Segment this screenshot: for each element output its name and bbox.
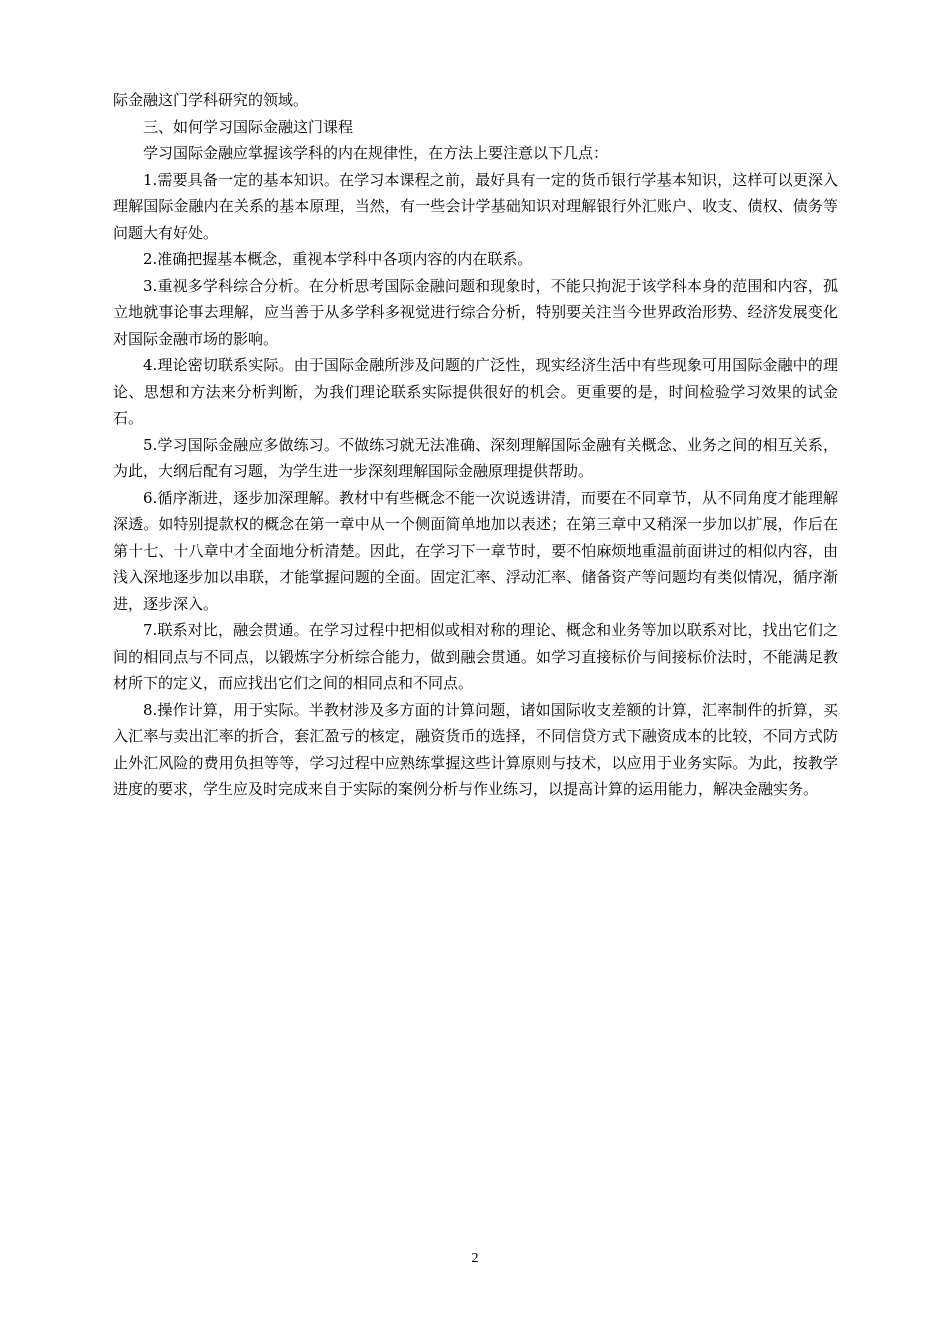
point-7-paragraph: 7.联系对比，融会贯通。在学习过程中把相似或相对称的理论、概念和业务等加以联系对比，找出它们之间的相同点与不同点，以锻炼字分析综合能力，做到融会贯通。如学习直接标价与间接标价法时，不能满足教材所下的定义，而应找出它们之间的相同点和不同点。	[113, 621, 838, 692]
section-heading: 三、如何学习国际金融这门课程	[143, 117, 354, 136]
point-8-paragraph: 8.操作计算，用于实际。半教材涉及多方面的计算问题，诸如国际收支差额的计算，汇率制件的折算，买入汇率与卖出汇率的折合，套汇盈亏的核定，融资货币的选择，不同信贷方式下融资成本的比较，不同方式防止外汇风险的费用负担等等，学习过程中应熟练掌握这些计算原则与技术，以应用于业务实际。为此，按教学进度的要求，学生应及时完成来自于实际的案例分析与作业练习，以提高计算的运用能力，解决金融实务。	[113, 700, 838, 798]
page-number: 2	[471, 1251, 479, 1266]
continuation-paragraph: 际金融这门学科研究的领域。	[113, 91, 309, 109]
point-6-paragraph: 6.循序渐进，逐步加深理解。教材中有些概念不能一次说透讲清，而要在不同章节，从不同角度才能理解深透。如特别提款权的概念在第一章中从一个侧面简单地加以表述；在第三章中又稍深一步加以扩展，作后在第十七、十八章中才全面地分析清楚。因此，在学习下一章节时，要不怕麻烦地重温前面讲过的相似内容，由浅入深地逐步加以串联，才能掌握问题的全面。固定汇率、浮动汇率、储备资产等问题均有类似情况，循序渐进，逐步深入。	[113, 488, 838, 613]
point-2-paragraph: 2.准确把握基本概念，重视本学科中各项内容的内在联系。	[143, 250, 533, 268]
point-5-paragraph: 5.学习国际金融应多做练习。不做练习就无法准确、深刻理解国际金融有关概念、业务之间的相互关系，为此，大纲后配有习题，为学生进一步深刻理解国际金融原理提供帮助。	[113, 435, 838, 480]
document-body	[113, 87, 838, 803]
point-4-paragraph: 4.理论密切联系实际。由于国际金融所涉及问题的广泛性，现实经济生活中有些现象可用国际金融中的理论、思想和方法来分析判断，为我们理论联系实际提供很好的机会。更重要的是，时间检验学习效果的试金石。	[113, 356, 838, 427]
point-1-paragraph: 1.需要具备一定的基本知识。在学习本课程之前，最好具有一定的货币银行学基本知识，这样可以更深入理解国际金融内在关系的基本原理，当然，有一些会计学基础知识对理解银行外汇账户、收支、债权、债务等问题大有好处。	[113, 170, 838, 242]
intro-paragraph: 学习国际金融应掌握该学科的内在规律性，在方法上要注意以下几点：	[143, 144, 609, 162]
point-3-paragraph: 3.重视多学科综合分析。在分析思考国际金融问题和现象时，不能只拘泥于该学科本身的范围和内容，孤立地就事论事去理解，应当善于从多学科多视觉进行综合分析，特别要关注当今世界政治形势、经济发展变化对国际金融市场的影响。	[113, 276, 838, 348]
